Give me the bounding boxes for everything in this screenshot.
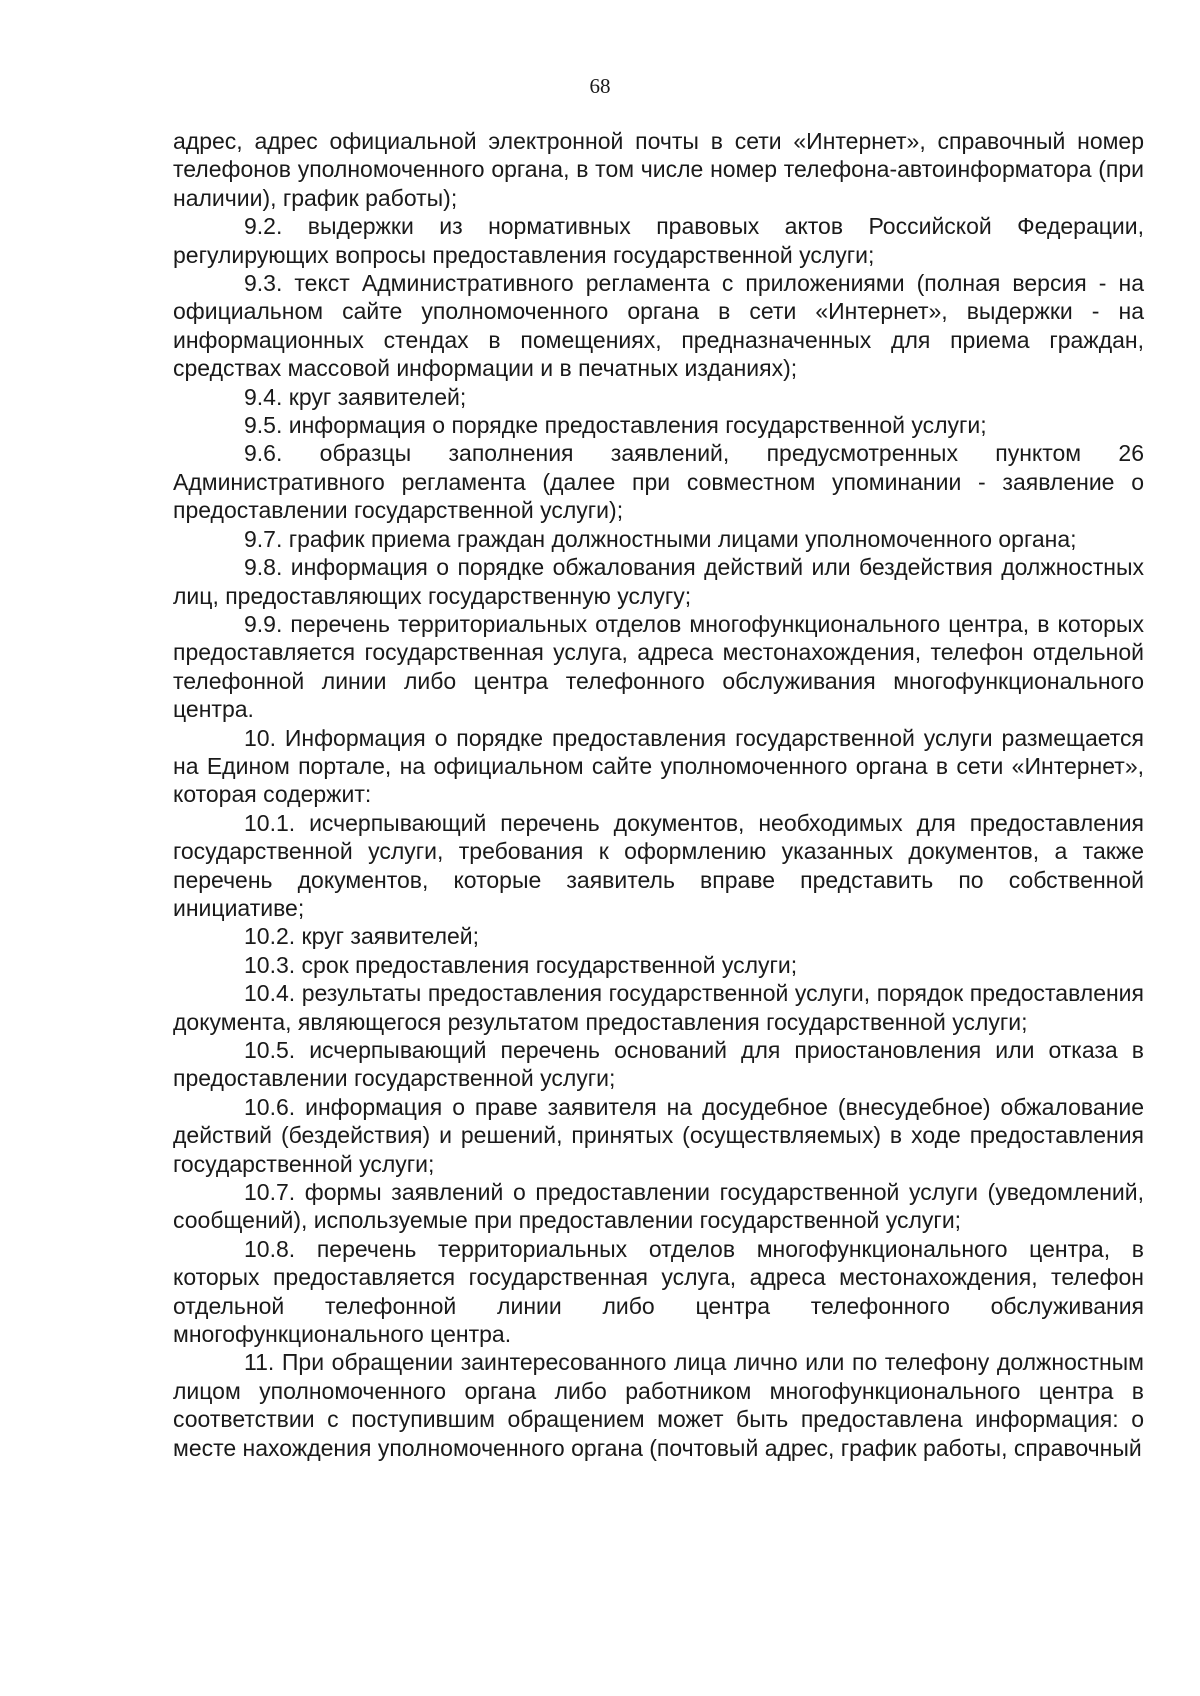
paragraph: 9.9. перечень территориальных отделов многофункционального центра, в которых предоставляется государственная услуга, адреса местонахождения, телефон отдельной телефонной линии либо центра телефонного обслуживания многофункционального центра. <box>173 610 1144 723</box>
paragraph: 9.8. информация о порядке обжалования действий или бездействия должностных лиц, предоставляющих государственную услугу; <box>173 554 1144 609</box>
paragraph: 10.3. срок предоставления государственной услуги; <box>244 951 798 978</box>
paragraph: 9.5. информация о порядке предоставления государственной услуги; <box>244 412 987 439</box>
paragraph: 9.7. график приема граждан должностными лицами уполномоченного органа; <box>244 525 1077 552</box>
paragraph: 10.5. исчерпывающий перечень оснований для приостановления или отказа в предоставлении государственной услуги; <box>173 1037 1144 1092</box>
page-number: 68 <box>589 74 611 98</box>
paragraph: 9.2. выдержки из нормативных правовых актов Российской Федерации, регулирующих вопросы предоставления государственной услуги; <box>173 213 1144 268</box>
paragraph: 10.8. перечень территориальных отделов многофункционального центра, в которых предоставляется государственная услуга, адреса местонахождения, телефон отдельной телефонной линии либо центра телефонного обслуживания многофункционального центра. <box>173 1235 1144 1348</box>
paragraph: 10.7. формы заявлений о предоставлении государственной услуги (уведомлений, сообщений), используемые при предоставлении государственной услуги; <box>173 1179 1144 1234</box>
paragraph: 9.4. круг заявителей; <box>244 383 467 410</box>
paragraph: 10.2. круг заявителей; <box>244 923 480 950</box>
paragraph: 10.4. результаты предоставления государственной услуги, порядок предоставления документа, являющегося результатом предоставления государственной услуги; <box>173 980 1144 1035</box>
paragraph: 10. Информация о порядке предоставления государственной услуги размещается на Едином портале, на официальном сайте уполномоченного органа в сети «Интернет», которая содержит: <box>173 724 1144 808</box>
paragraph: 9.6. образцы заполнения заявлений, предусмотренных пунктом 26 Административного регламента (далее при совместном упоминании - заявление о предоставлении государственной услуги); <box>173 440 1144 524</box>
paragraph: адрес, адрес официальной электронной почты в сети «Интернет», справочный номер телефонов уполномоченного органа, в том числе номер телефона-автоинформатора (при наличии), график работы); <box>173 128 1144 211</box>
paragraph: 11. При обращении заинтересованного лица лично или по телефону должностным лицом уполномоченного органа либо работником многофункционального центра в соответствии с поступившим обращением может быть предоставлена информация: о месте нахождения уполномоченного органа (почтовый адрес, график работы, справочный <box>173 1349 1144 1461</box>
document-body <box>173 127 1144 1462</box>
paragraph: 10.6. информация о праве заявителя на досудебное (внесудебное) обжалование действий (бездействия) и решений, принятых (осуществляемых) в ходе предоставления государственной услуги; <box>173 1093 1144 1177</box>
paragraph: 10.1. исчерпывающий перечень документов, необходимых для предоставления государственной услуги, требования к оформлению указанных документов, а также перечень документов, которые заявитель вправе представить по собственной инициативе; <box>173 809 1144 921</box>
paragraph: 9.3. текст Административного регламента с приложениями (полная версия - на официальном сайте уполномоченного органа в сети «Интернет», выдержки - на информационных стендах в помещениях, предназначенных для приема граждан, средствах массовой информации и в печатных изданиях); <box>173 270 1144 382</box>
